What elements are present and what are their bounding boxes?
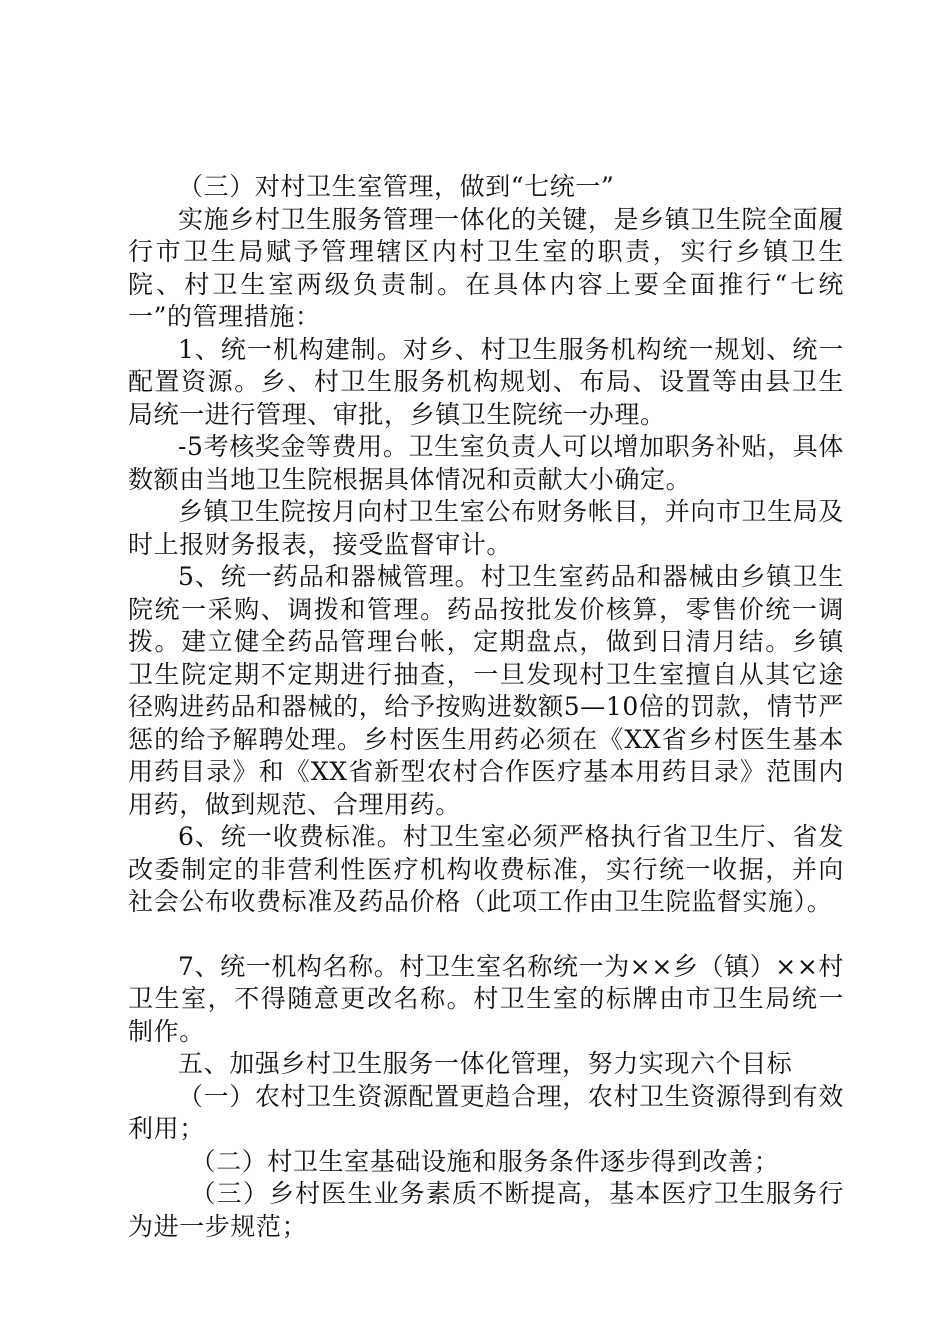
paragraph-item-5-medicine: 5、统一药品和器械管理。村卫生室药品和器械由乡镇卫生院统一采购、调拨和管理。药品按批发价核算，零售价统一调拨。建立健全药品管理台帐，定期盘点，做到日清月结。乡镇卫生院定期不定期进行抽查，一旦发现村卫生室擅自从其它途径购进药品和器械的，给予按购进数额5—10倍的罚款，情节严惩的给予解聘处理。乡村医生用药必须在《XX省乡村医生基本用药目录》和《XX省新型农村合作医疗基本用药目录》范围内用药，做到规范、合理用药。 [128, 562, 844, 819]
paragraph-goal-1: （一）农村卫生资源配置更趋合理，农村卫生资源得到有效利用； [128, 1081, 844, 1143]
paragraph-key-implementation: 实施乡村卫生服务管理一体化的关键，是乡镇卫生院全面履行市卫生局赋予管理辖区内村卫生室的职责，实行乡镇卫生院、村卫生室两级负责制。在具体内容上要全面推行“七统一”的管理措施： [128, 204, 844, 331]
paragraph-finance-accounts: 乡镇卫生院按月向村卫生室公布财务帐目，并向市卫生局及时上报财务报表，接受监督审计。 [128, 497, 844, 559]
paragraph-item-7-name: 7、统一机构名称。村卫生室名称统一为××乡（镇）××村卫生室，不得随意更改名称。村卫生室的标牌由市卫生局统一制作。 [128, 951, 844, 1046]
paragraph-item-1-institution: 1、统一机构建制。对乡、村卫生服务机构统一规划、统一配置资源。乡、村卫生服务机构规划、布局、设置等由县卫生局统一进行管理、审批，乡镇卫生院统一办理。 [128, 334, 844, 429]
paragraph-item-6-fees: 6、统一收费标准。村卫生室必须严格执行省卫生厅、省发改委制定的非营利性医疗机构收费标准，实行统一收据，并向社会公布收费标准及药品价格（此项工作由卫生院监督实施）。 [128, 822, 844, 916]
paragraph-goal-3: （三）乡村医生业务素质不断提高，基本医疗卫生服务行为进一步规范； [128, 1179, 844, 1241]
section-heading-six-goals: 五、加强乡村卫生服务一体化管理，努力实现六个目标 [178, 1049, 793, 1078]
paragraph-goal-2: （二）村卫生室基础设施和服务条件逐步得到改善； [190, 1146, 780, 1176]
document-body [128, 171, 844, 1243]
paragraph-bonus-allowance: -5考核奖金等费用。卫生室负责人可以增加职务补贴，具体数额由当地卫生院根据具体情况和贡献大小确定。 [128, 432, 844, 494]
section-heading-seven-unifications: （三）对村卫生室管理，做到“七统一” [178, 172, 615, 201]
